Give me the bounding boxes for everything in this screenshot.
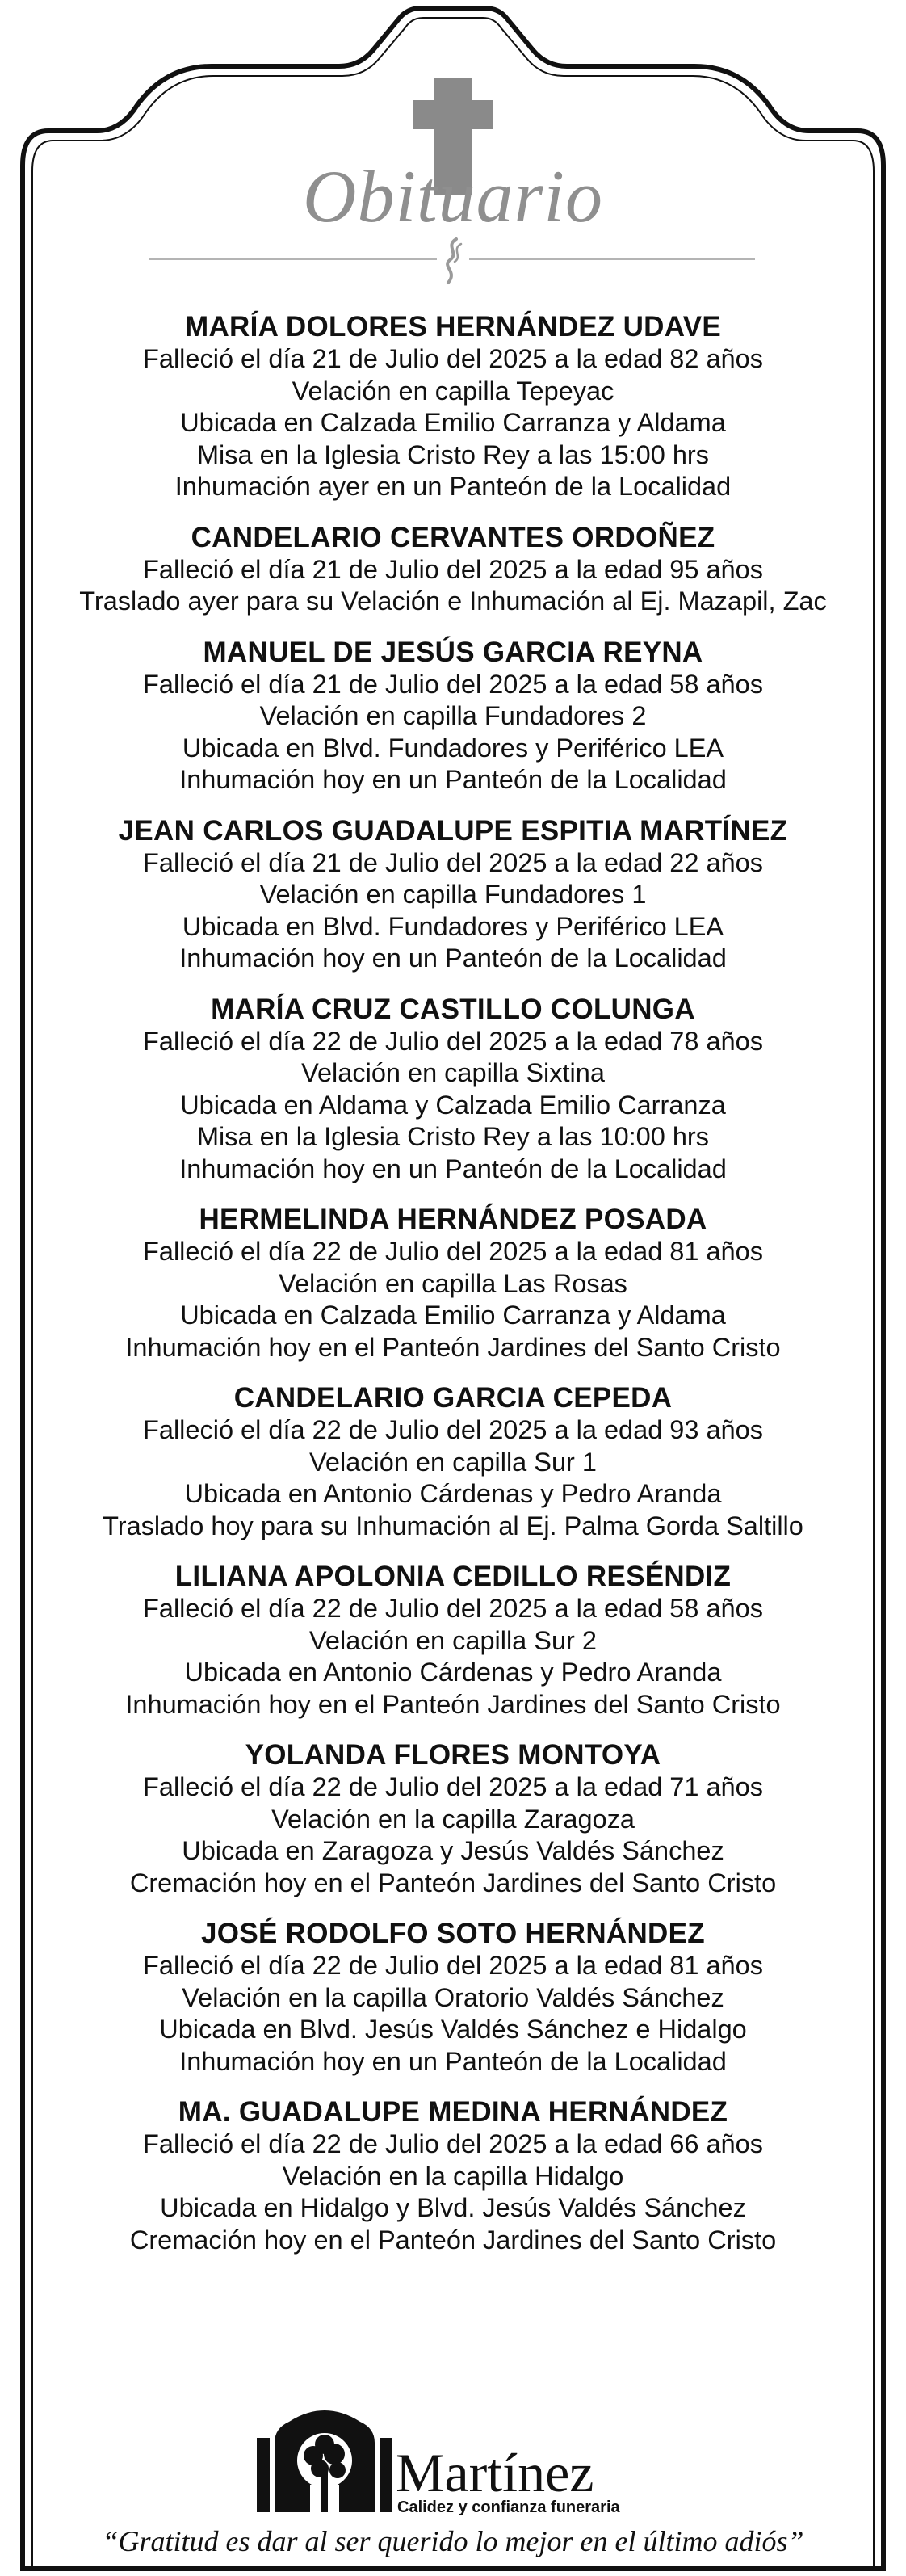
obituary-entry [0, 1560, 906, 1721]
obituary-name: MARÍA DOLORES HERNÁNDEZ UDAVE [185, 311, 721, 342]
obituary-name: MA. GUADALUPE MEDINA HERNÁNDEZ [178, 2096, 728, 2128]
obituary-detail-line: Ubicada en Aldama y Calzada Emilio Carranza [180, 1090, 726, 1120]
obituary-entry [0, 1738, 906, 1899]
obituary-detail-line: Velación en capilla Sur 1 [309, 1447, 597, 1477]
obituary-name: CANDELARIO GARCIA CEPEDA [233, 1382, 673, 1414]
obituary-detail-line: Ubicada en Hidalgo y Blvd. Jesús Valdés Sánchez [160, 2193, 746, 2222]
obituary-detail-line: Falleció el día 22 de Julio del 2025 a la edad 78 años [143, 1026, 763, 1056]
obituary-detail-line: Falleció el día 22 de Julio del 2025 a la edad 71 años [143, 1772, 763, 1801]
brand-tagline: Calidez y confianza funeraria [397, 2498, 620, 2516]
obituary-entry [0, 521, 906, 618]
obituary-entry [0, 310, 906, 503]
obituary-detail-line: Ubicada en Zaragoza y Jesús Valdés Sánchez [182, 1836, 724, 1865]
obituary-detail-line: Ubicada en Antonio Cárdenas y Pedro Aranda [184, 1658, 722, 1687]
obituary-name: JOSÉ RODOLFO SOTO HERNÁNDEZ [201, 1918, 705, 1949]
obituary-detail-line: Falleció el día 21 de Julio del 2025 a la edad 95 años [143, 554, 763, 584]
obituary-detail-line: Ubicada en Blvd. Jesús Valdés Sánchez e Hidalgo [159, 2015, 747, 2044]
obituary-detail-line: Velación en capilla Fundadores 2 [259, 701, 647, 730]
obituary-detail-line: Ubicada en Blvd. Fundadores y Periférico LEA [182, 911, 724, 941]
footer-motto: “Gratitud es dar al ser querido lo mejor en el último adiós” [102, 2525, 804, 2557]
obituary-detail-line: Velación en capilla Sur 2 [309, 1625, 597, 1655]
obituary-detail-line: Velación en capilla Las Rosas [279, 1268, 627, 1298]
obituary-detail-line: Velación en la capilla Oratorio Valdés Sánchez [182, 1982, 724, 2012]
obituary-entry [0, 993, 906, 1186]
obituary-detail-line: Misa en la Iglesia Cristo Rey a las 10:00 hrs [196, 1122, 710, 1151]
obituary-detail-line: Velación en capilla Fundadores 1 [259, 880, 647, 909]
obituary-entry [0, 1203, 906, 1364]
obituary-detail-line: Inhumación hoy en el Panteón Jardines del Santo Cristo [125, 1689, 781, 1719]
obituary-list [0, 310, 906, 2274]
obituary-name: MANUEL DE JESÚS GARCIA REYNA [203, 636, 703, 668]
obituary-detail-line: Velación en capilla Tepeyac [292, 376, 614, 406]
obituary-detail-line: Ubicada en Calzada Emilio Carranza y Aldama [180, 1301, 726, 1330]
obituary-detail-line: Falleció el día 22 de Julio del 2025 a la edad 66 años [143, 2129, 763, 2158]
obituary-detail-line: Falleció el día 21 de Julio del 2025 a la edad 22 años [143, 847, 763, 877]
obituary-name: LILIANA APOLONIA CEDILLO RESÉNDIZ [174, 1561, 732, 1592]
obituary-detail-line: Traslado hoy para su Inhumación al Ej. Palma Gorda Saltillo [103, 1511, 803, 1540]
obituary-detail-line: Ubicada en Antonio Cárdenas y Pedro Aranda [184, 1479, 722, 1508]
brand-name: Martínez [396, 2442, 594, 2503]
obituary-name: MARÍA CRUZ CASTILLO COLUNGA [211, 993, 695, 1025]
obituary-detail-line: Inhumación hoy en un Panteón de la Localidad [179, 1154, 727, 1183]
obituary-detail-line: Traslado ayer para su Velación e Inhumación al Ej. Mazapil, Zac [79, 586, 827, 616]
obituary-detail-line: Ubicada en Calzada Emilio Carranza y Aldama [180, 408, 726, 437]
obituary-detail-line: Inhumación hoy en un Panteón de la Localidad [179, 2046, 727, 2076]
obituary-detail-line: Falleció el día 22 de Julio del 2025 a la edad 58 años [143, 1594, 763, 1623]
obituary-detail-line: Ubicada en Blvd. Fundadores y Periférico LEA [182, 733, 724, 763]
obituary-detail-line: Inhumación ayer en un Panteón de la Localidad [174, 472, 732, 501]
obituary-detail-line: Falleció el día 22 de Julio del 2025 a la edad 81 años [143, 1237, 763, 1266]
obituary-entry [0, 1917, 906, 2078]
obituary-name: YOLANDA FLORES MONTOYA [245, 1739, 661, 1771]
obituary-entry [0, 636, 906, 796]
obituary-entry [0, 2095, 906, 2256]
obituary-detail-line: Falleció el día 22 de Julio del 2025 a la edad 81 años [143, 1951, 763, 1980]
obituary-entry [0, 814, 906, 975]
obituary-detail-line: Inhumación hoy en el Panteón Jardines del Santo Cristo [125, 1332, 781, 1362]
obituary-detail-line: Cremación hoy en el Panteón Jardines del Santo Cristo [129, 2225, 777, 2255]
obituary-detail-line: Cremación hoy en el Panteón Jardines del Santo Cristo [129, 1868, 777, 1897]
obituary-detail-line: Falleció el día 22 de Julio del 2025 a la edad 93 años [143, 1415, 763, 1444]
obituary-name: CANDELARIO CERVANTES ORDOÑEZ [191, 521, 715, 553]
obituary-detail-line: Velación en capilla Sixtina [301, 1058, 605, 1087]
obituary-detail-line: Velación en la capilla Hidalgo [282, 2161, 624, 2191]
obituary-name: HERMELINDA HERNÁNDEZ POSADA [199, 1204, 707, 1235]
obituary-detail-line: Falleció el día 21 de Julio del 2025 a la edad 82 años [143, 344, 763, 373]
obituary-detail-line: Inhumación hoy en un Panteón de la Localidad [179, 765, 727, 794]
page-title: Obituario [303, 155, 603, 237]
obituary-detail-line: Falleció el día 21 de Julio del 2025 a la edad 58 años [143, 669, 763, 699]
obituary-detail-line: Velación en la capilla Zaragoza [271, 1804, 635, 1834]
obituary-detail-line: Inhumación hoy en un Panteón de la Localidad [179, 943, 727, 973]
flourish-icon [437, 236, 469, 286]
obituary-detail-line: Misa en la Iglesia Cristo Rey a las 15:00 hrs [196, 439, 710, 469]
obituary-name: JEAN CARLOS GUADALUPE ESPITIA MARTÍNEZ [118, 814, 788, 847]
obituary-entry [0, 1381, 906, 1542]
